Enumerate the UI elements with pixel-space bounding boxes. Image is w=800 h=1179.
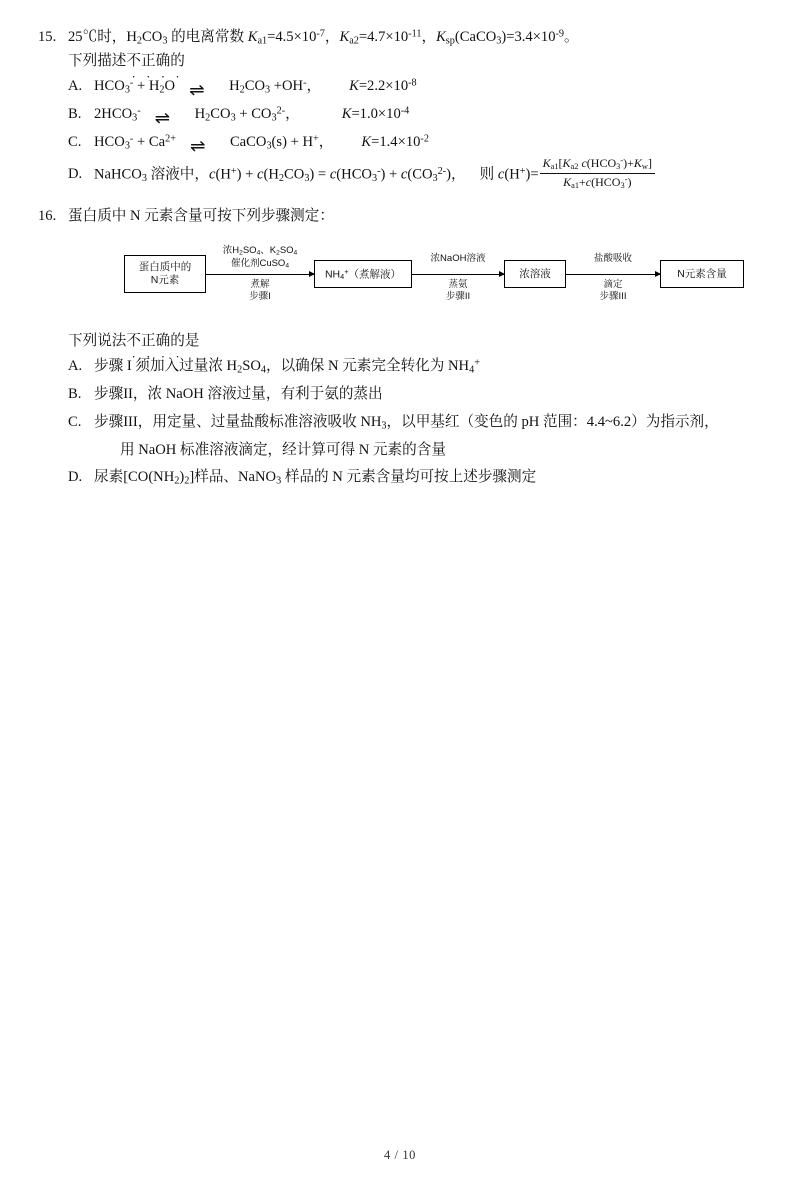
- question-16-prompt-post: 是: [184, 333, 200, 350]
- question-16-prompt-emphasis: 不正确的: [126, 333, 185, 350]
- flow-connector-2-label-above: 浓NaOH溶液: [430, 253, 486, 265]
- q16-option-d-label: D.: [68, 469, 83, 486]
- flow-connector-1-label-above: 浓$H_2SO_4$、$K_2SO_4$ 催化剂CuSO$_4$: [222, 245, 298, 270]
- q16-option-d-text: 尿素$[CO(NH_2)_2]$样品、NaNO$_3$ 样品的 N 元素含量均可按上述步骤测定: [94, 469, 537, 487]
- flow-node-concentrated-solution-label: 浓溶液: [519, 267, 551, 280]
- option-c-label: C.: [68, 133, 82, 150]
- page-footer: 4 / 10: [383, 1148, 417, 1162]
- q16-option-c-label: C.: [68, 413, 82, 430]
- option-a-text: $HCO_3^- + H_2O$ ⇌ $H_2CO_3 +OH^-$， $K=2.2\times 10^{-8}$: [94, 73, 764, 101]
- flow-connector-1-label-below: 煮解 步骤I: [249, 279, 271, 302]
- flow-connector-1: [206, 274, 314, 275]
- question-15-prompt-emphasis: 不正确的: [126, 53, 185, 70]
- option-d-label: D.: [68, 166, 83, 183]
- flow-node-ammonium: [314, 260, 412, 288]
- q16-option-a-label: A.: [68, 358, 83, 375]
- question-16-option-b: [68, 381, 764, 409]
- question-15-option-d: [68, 157, 764, 193]
- flow-connector-2: [412, 274, 504, 275]
- question-15-option-c: [68, 129, 764, 157]
- question-15-option-a: [68, 73, 764, 101]
- option-c-text: $HCO_3^- + Ca^{2+}$ ⇌ CaCO$_3$(s) + H+， $K=1.4\times 10^{-2}$: [94, 129, 764, 157]
- question-15-option-b: [68, 101, 764, 129]
- question-15-number: 15.: [38, 29, 57, 45]
- question-16: [38, 205, 764, 492]
- flow-connector-3-label-below: 滴定 步骤III: [599, 279, 627, 302]
- question-16-prompt: [68, 329, 764, 353]
- flow-node-concentrated-solution: [504, 260, 566, 288]
- option-d-text: NaHCO$_3$ 溶液中，$c(H^+) + c(H_2CO_3) = c(HCO_3^-) + c(CO_3^{2-})$， 则 c(H+)= $\frac{K_{a1}[K_{a2} c(HCO_3^-)+K_w]}{K_{a1}+c(HCO_3^-)}$: [94, 157, 764, 193]
- flow-connector-3-label-above: 盐酸吸收: [593, 253, 633, 265]
- option-b-text: $2HCO_3^-$ ⇌ $H_2CO_3 + CO_3^{2-}$， $K=1.0\times 10^{-4}$: [94, 101, 764, 129]
- question-16-stem: 蛋白质中 N 元素含量可按下列步骤测定：: [68, 207, 334, 224]
- page-content: [38, 26, 764, 494]
- nitrogen-determination-flow-diagram: [38, 241, 764, 315]
- question-15-prompt-pre: 下列描述: [68, 53, 127, 70]
- question-16-header: [38, 205, 764, 228]
- flow-node-ammonium-label: $NH_4^+$（煮解液）: [324, 267, 402, 282]
- flow-connector-2-label-below: 蒸氨 步骤II: [445, 279, 471, 302]
- flow-node-protein-nitrogen: [124, 255, 206, 293]
- q16-option-b-label: B.: [68, 386, 82, 403]
- question-16-number: 16.: [38, 207, 57, 224]
- question-16-option-d: [68, 464, 764, 492]
- question-15-header: [38, 26, 764, 49]
- question-15: [38, 26, 764, 193]
- question-16-option-c: [68, 409, 764, 464]
- flow-connector-3: [566, 274, 660, 275]
- flow-node-nitrogen-content: [660, 260, 744, 288]
- flow-diagram-canvas: [124, 241, 744, 315]
- q16-option-a-text: 步骤 I 须加入过量浓 $H_2SO_4$，以确保 N 元素完全转化为 $NH_4^+$: [94, 357, 480, 377]
- question-15-stem: 25℃时，$H_2CO_3$ 的电离常数 $K_{a1}=4.5\times 10^{-7}$，$K_{a2}=4.7\times 10^{-11}$，$K_{sp}(CaCO_3)=3.4\times 10^{-9}$。: [68, 28, 579, 47]
- q16-option-b-text: 步骤II，浓 NaOH 溶液过量，有利于氨的蒸出: [94, 386, 383, 403]
- q16-option-c-text: 步骤III，用定量、过量盐酸标准溶液吸收 $NH_3$，以甲基红（变色的 pH 范围：4.4~6.2）为指示剂， 用 NaOH 标准溶液滴定，经计算可得 N 元素的含量: [94, 409, 764, 464]
- flow-node-nitrogen-content-label: N元素含量: [677, 267, 727, 280]
- q16-option-c-text-line2: 用 NaOH 标准溶液滴定，经计算可得 N 元素的含量: [120, 441, 446, 458]
- question-16-option-a: [68, 353, 764, 381]
- option-b-label: B.: [68, 106, 82, 123]
- option-d-fraction: $\frac{K_{a1}[K_{a2} c(HCO_3^-)+K_w]}{K_{a1}+c(HCO_3^-)}$: [540, 156, 655, 192]
- option-a-label: A.: [68, 78, 83, 95]
- question-16-prompt-pre: 下列说法: [68, 333, 127, 350]
- flow-node-protein-nitrogen-label: 蛋白质中的 N元素: [138, 261, 192, 287]
- question-15-prompt: [68, 49, 764, 73]
